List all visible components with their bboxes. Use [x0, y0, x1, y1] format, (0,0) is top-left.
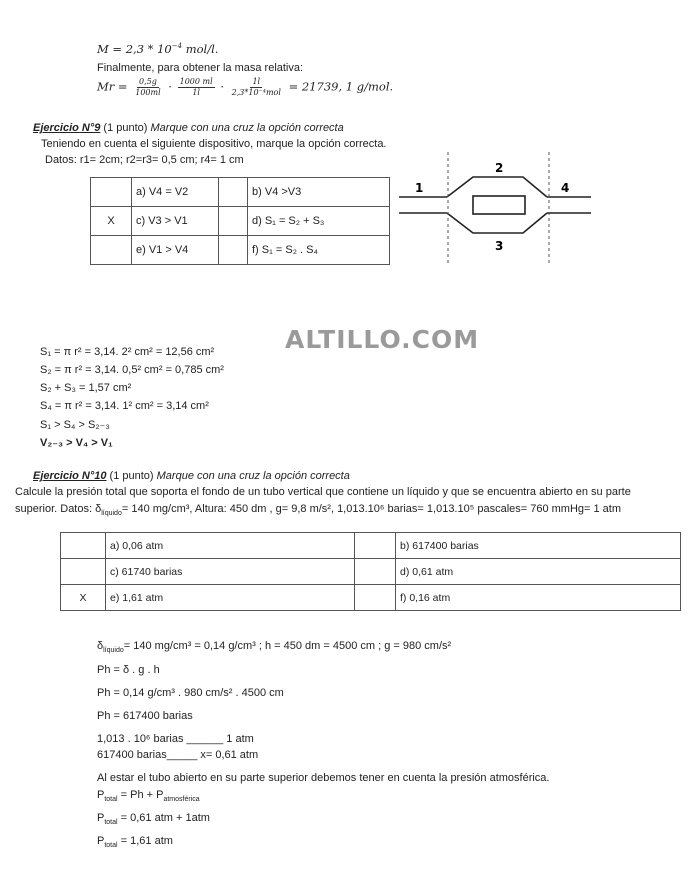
density-symbol: δ — [97, 640, 104, 652]
calc9-line-1: S₁ = π r² = 3,14. 2² cm² = 12,56 cm² — [40, 346, 215, 358]
answer-mark-cell[interactable] — [219, 236, 248, 265]
fraction-1-den: 100ml — [135, 88, 161, 97]
answer-mark-cell[interactable] — [61, 559, 106, 585]
watermark: ALTILLO.COM — [285, 325, 480, 354]
fraction-2-num: 1000 ml — [179, 77, 213, 86]
ptotal-symbol: P — [97, 812, 105, 824]
calc9-line-5: S₁ > S₄ > S₂₋₃ — [40, 419, 110, 431]
ex9-statement: Teniendo en cuenta el siguiente dispositivo, marque la opción correcta. — [41, 138, 387, 150]
diagram-label-1: 1 — [415, 181, 424, 195]
diagram-label-3: 3 — [495, 239, 504, 253]
patm-sub: atmosférica — [163, 796, 200, 804]
option-cell: d) S₁ = S₂ + S₃ — [248, 207, 390, 236]
ptotal-symbol: P — [97, 789, 105, 801]
ptotal-expr: = 0,61 atm + 1atm — [117, 812, 210, 824]
option-cell: d) 0,61 atm — [396, 559, 681, 585]
ex10-heading — [33, 470, 350, 482]
fraction-2-den: 1l — [192, 88, 200, 97]
option-cell: b) V4 >V3 — [248, 178, 390, 207]
ptotal-sub: total — [104, 842, 118, 850]
fraction-1 — [133, 77, 162, 98]
ex9-points: (1 punto) — [100, 122, 151, 134]
calc10-rule-2: 617400 barias_____ x= 0,61 atm — [97, 749, 259, 761]
table-row — [91, 207, 390, 236]
calc10-substitution: Ph = 0,14 g/cm³ . 980 cm/s² . 4500 cm — [97, 687, 284, 699]
answer-mark-cell[interactable]: X — [61, 585, 106, 611]
calc10-formula: Ph = δ . g . h — [97, 664, 160, 676]
option-cell: c) V3 > V1 — [132, 207, 219, 236]
answer-mark-cell[interactable] — [219, 178, 248, 207]
density-sub: líquido — [103, 647, 124, 655]
option-cell: b) 617400 barias — [396, 533, 681, 559]
calc10-ptotal-1 — [97, 789, 200, 803]
relative-mass-intro: Finalmente, para obtener la masa relativa: — [97, 62, 304, 74]
answer-mark-cell[interactable] — [355, 585, 396, 611]
calc9-line-6: V₂₋₃ > V₄ > V₁ — [40, 437, 113, 449]
table-row — [91, 178, 390, 207]
answer-mark-cell[interactable] — [355, 533, 396, 559]
diagram-label-2: 2 — [495, 161, 504, 175]
answer-mark-cell[interactable] — [91, 178, 132, 207]
answer-mark-cell[interactable] — [219, 207, 248, 236]
ex9-heading — [33, 122, 344, 134]
calc9-line-4: S₄ = π r² = 3,14. 1² cm² = 3,14 cm² — [40, 400, 209, 412]
answer-mark-cell[interactable] — [355, 559, 396, 585]
diagram-label-4: 4 — [561, 181, 570, 195]
answer-mark-cell[interactable]: X — [91, 207, 132, 236]
calc9-line-3: S₂ + S₃ = 1,57 cm² — [40, 382, 132, 394]
option-cell: f) S₁ = S₂ . S₄ — [248, 236, 390, 265]
ex10-statement-2 — [15, 503, 621, 517]
ex10-options-table — [60, 532, 681, 611]
fraction-3-num: 1l — [252, 77, 261, 86]
calc10-rule-1: 1,013 . 10⁶ barias ______ 1 atm — [97, 733, 254, 745]
option-cell: c) 61740 barias — [106, 559, 355, 585]
ptotal-sub: total — [104, 796, 118, 804]
ex9-data: Datos: r1= 2cm; r2=r3= 0,5 cm; r4= 1 cm — [45, 154, 244, 166]
fraction-1-num: 0,5g — [139, 77, 157, 86]
ptotal-expr: = 1,61 atm — [117, 835, 173, 847]
fraction-3-den: 2,3*10⁻⁴mol — [231, 88, 281, 97]
calc10-note: Al estar el tubo abierto en su parte superior debemos tener en cuenta la presión atmosférica. — [97, 772, 550, 784]
calc10-density — [97, 640, 451, 654]
ex9-title: Ejercicio N°9 — [33, 122, 101, 134]
ex10-data-rest: = 140 mg/cm³, Altura: 450 dm , g= 9,8 m/s², 1,013.10⁶ barias= 1,013.10⁵ pascales= 760 mmHg= 1 atm — [121, 503, 622, 515]
ptotal-symbol: P — [97, 835, 105, 847]
ex10-instruction: Marque con una cruz la opción correcta — [156, 470, 350, 482]
molarity-line — [97, 42, 218, 56]
ex9-options-table — [90, 177, 390, 265]
ex10-title: Ejercicio N°10 — [33, 470, 107, 482]
molarity-unit: mol/l. — [182, 42, 219, 56]
table-row — [61, 533, 681, 559]
density-rest: = 140 mg/cm³ = 0,14 g/cm³ ; h = 450 dm = 4500 cm ; g = 980 cm/s² — [123, 640, 452, 652]
molarity-exponent: −4 — [171, 42, 183, 51]
option-cell: e) V1 > V4 — [132, 236, 219, 265]
ex10-points: (1 punto) — [106, 470, 157, 482]
table-row — [91, 236, 390, 265]
ptotal-expr: = Ph + P — [117, 789, 164, 801]
ex10-data-label: superior. Datos: δ — [15, 503, 102, 515]
table-row — [61, 559, 681, 585]
calc10-ptotal-3 — [97, 835, 173, 849]
ptotal-sub: total — [104, 819, 118, 827]
table-row — [61, 585, 681, 611]
option-cell: f) 0,16 atm — [396, 585, 681, 611]
relative-mass-formula: Mr = $\frac{0,5g}{100ml}$ · $\frac{1000 ml}{1l}$ · $\frac{1l}{\text{2,3*10⁻⁴mol}}$ = 21739, 1 g/mol. — [97, 77, 394, 97]
answer-mark-cell[interactable] — [91, 236, 132, 265]
molarity-value: M = 2,3 * 10 — [97, 42, 172, 56]
option-cell: a) 0,06 atm — [106, 533, 355, 559]
calc10-ph-result: Ph = 617400 barias — [97, 710, 193, 722]
fraction-3 — [230, 77, 283, 98]
mr-label: Mr = — [97, 79, 128, 94]
calc9-line-2: S₂ = π r² = 3,14. 0,5² cm² = 0,785 cm² — [40, 364, 224, 376]
option-cell: e) 1,61 atm — [106, 585, 355, 611]
ex10-data-sub: líquido — [101, 510, 122, 518]
ex10-statement-1: Calcule la presión total que soporta el fondo de un tubo vertical que contiene un líquido y que se encuentra abierto en su parte — [15, 486, 631, 498]
pipe-diagram — [395, 150, 595, 270]
mr-result: = 21739, 1 g/mol. — [288, 79, 394, 94]
ex9-instruction: Marque con una cruz la opción correcta — [150, 122, 344, 134]
option-cell: a) V4 = V2 — [132, 178, 219, 207]
answer-mark-cell[interactable] — [61, 533, 106, 559]
calc10-ptotal-2 — [97, 812, 210, 826]
fraction-2 — [178, 77, 215, 98]
